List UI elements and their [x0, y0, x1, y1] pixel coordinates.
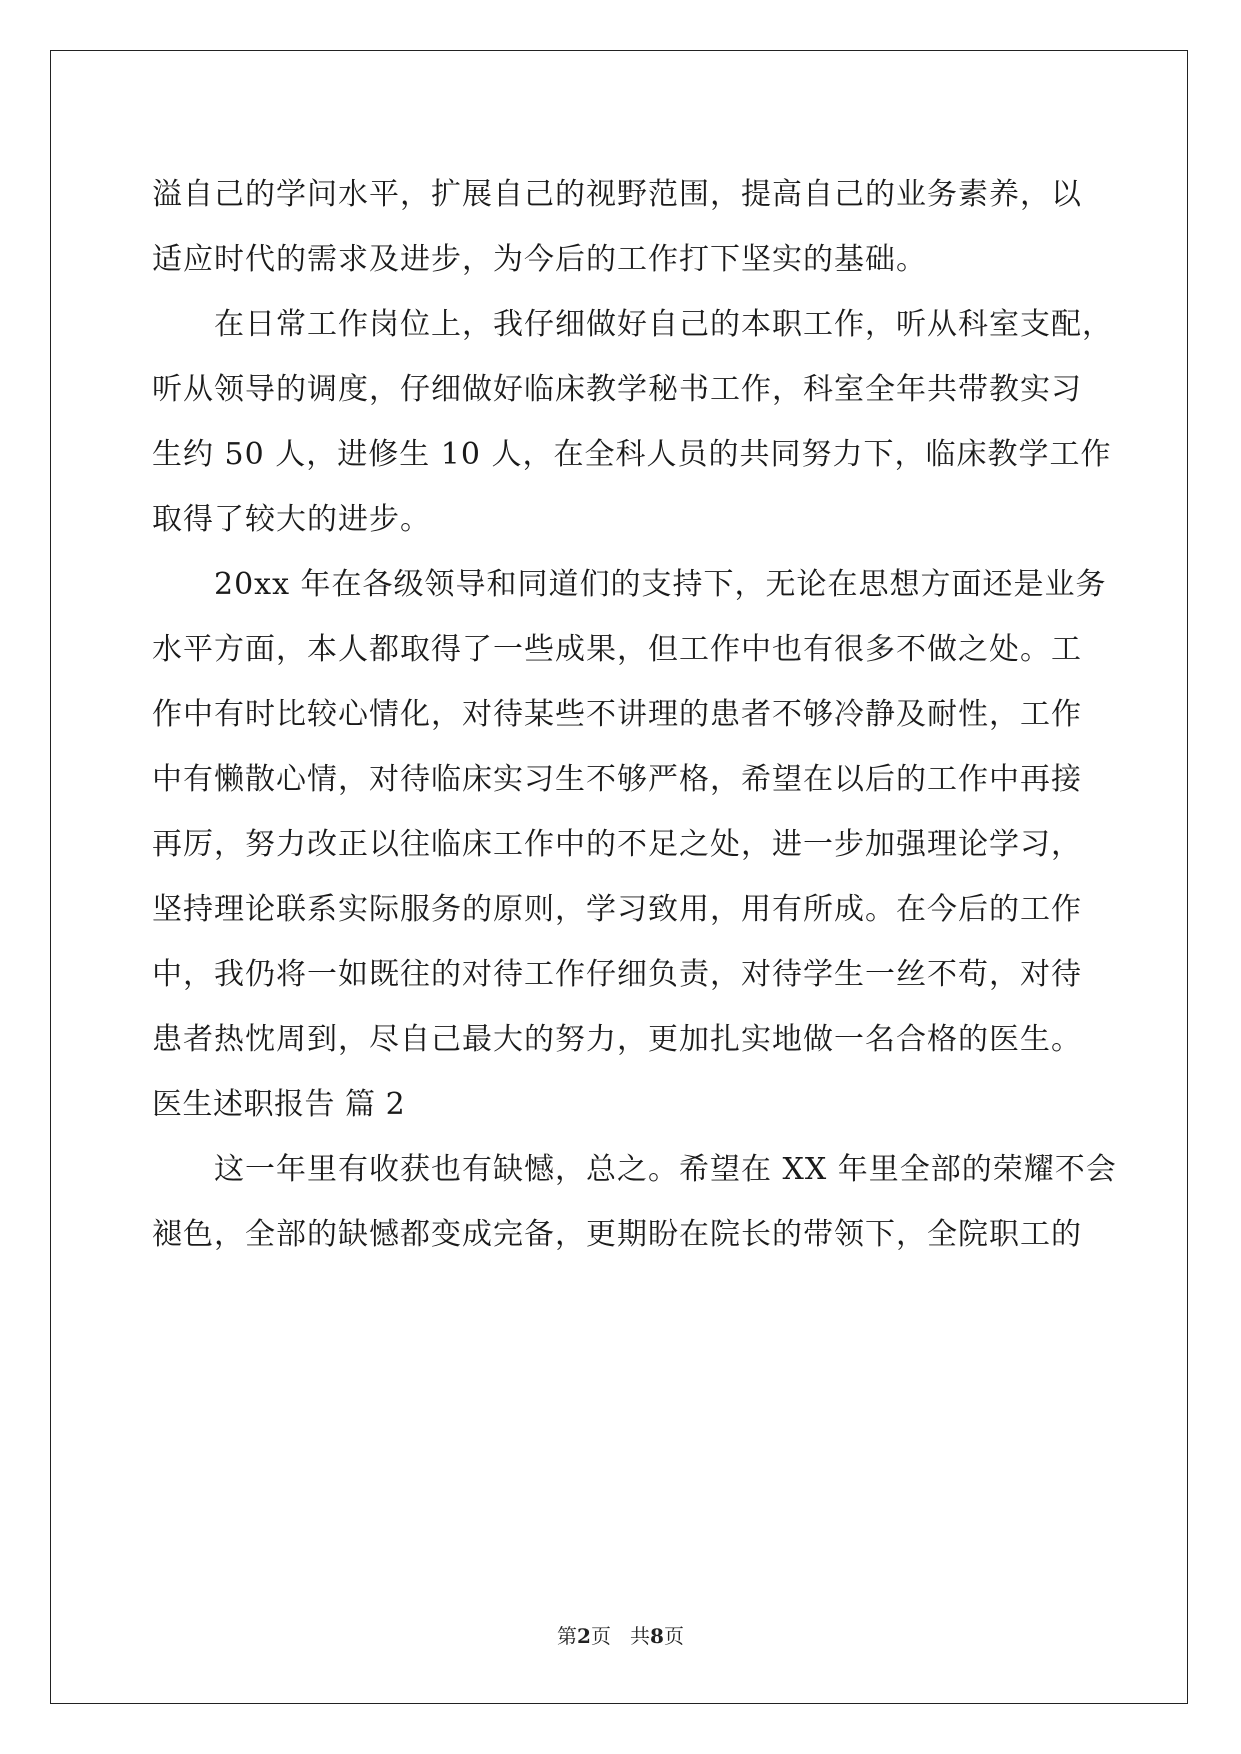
page-footer — [0, 1620, 1241, 1649]
text-line: 再厉，努力改正以往临床工作中的不足之处，进一步加强理论学习， — [152, 827, 1082, 862]
text-line: 作中有时比较心情化，对待某些不讲理的患者不够冷静及耐性，工作 — [152, 697, 1082, 732]
text-line: 坚持理论联系实际服务的原则，学习致用，用有所成。在今后的工作 — [152, 892, 1082, 927]
text-line: 患者热忱周到，尽自己最大的努力，更加扎实地做一名合格的医生。 — [152, 1022, 1082, 1057]
document-body — [152, 162, 1117, 1267]
page-current: 2 — [577, 1624, 591, 1648]
page-mid: 页 共 — [590, 1624, 651, 1648]
text-line: 在日常工作岗位上，我仔细做好自己的本职工作，听从科室支配， — [152, 307, 1113, 342]
page-total: 8 — [650, 1624, 664, 1648]
text-line: 褪色，全部的缺憾都变成完备，更期盼在院长的带领下，全院职工的 — [152, 1217, 1082, 1252]
text-line: 生约 50 人，进修生 10 人，在全科人员的共同努力下，临床教学工作 — [152, 437, 1112, 472]
text-line: 中，我仍将一如既往的对待工作仔细负责，对待学生一丝不苟，对待 — [152, 957, 1082, 992]
text-line: 适应时代的需求及进步，为今后的工作打下坚实的基础。 — [152, 242, 927, 277]
text-line: 中有懒散心情，对待临床实习生不够严格，希望在以后的工作中再接 — [152, 762, 1082, 797]
section-heading: 医生述职报告 篇 2 — [152, 1087, 406, 1122]
text-line: 溢自己的学问水平，扩展自己的视野范围，提高自己的业务素养，以 — [152, 177, 1082, 212]
text-line: 这一年里有收获也有缺憾，总之。希望在 XX 年里全部的荣耀不会 — [152, 1152, 1117, 1187]
text-line: 20xx 年在各级领导和同道们的支持下，无论在思想方面还是业务 — [152, 567, 1107, 602]
text-line: 水平方面，本人都取得了一些成果，但工作中也有很多不做之处。工 — [152, 632, 1082, 667]
text-line: 听从领导的调度，仔细做好临床教学秘书工作，科室全年共带教实习 — [152, 372, 1082, 407]
page-suffix: 页 — [663, 1624, 684, 1648]
text-line: 取得了较大的进步。 — [152, 502, 431, 537]
page-prefix: 第 — [557, 1624, 578, 1648]
